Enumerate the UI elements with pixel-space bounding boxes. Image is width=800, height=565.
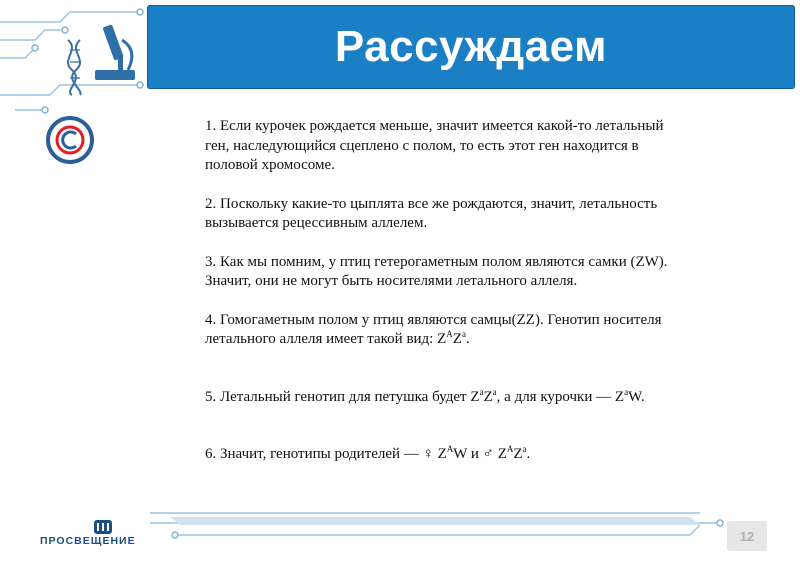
logo-badge-icon [48, 118, 92, 162]
page-number: 12 [727, 521, 767, 551]
paragraph-2: 2. Поскольку какие-то цыплята все же рождаются, значит, летальность вызывается рецессивным аллелем. [205, 195, 658, 231]
slide-title: Рассуждаем [334, 22, 608, 71]
brand-name: ПРОСВЕЩЕНИЕ [40, 535, 136, 547]
title-bar [147, 5, 795, 89]
circuit-decoration-left [0, 0, 150, 180]
brand-emblem-icon [94, 520, 112, 534]
paragraph-4: 4. Гомогаметным полом у птиц являются самцы(ZZ). Генотип носителя летального аллеля имеет такой вид: $Z^AZ^a$. [205, 311, 662, 347]
paragraph-1: 1. Если курочек рождается меньше, значит имеется какой-то летальный ген, наследующийся сцеплено с полом, то есть этот ген находится в половой хромосоме. [205, 118, 664, 173]
paragraph-5: 5. Летальный генотип для петушка будет $Z^aZ^a$, а для курочки — $Z^aW$. [205, 386, 645, 405]
paragraph-6: 6. Значит, генотипы родителей — ♀ $Z^AW$ и ♂ $Z^AZ^a$. [205, 444, 531, 462]
microscope-icon [95, 24, 135, 80]
paragraph-3: 3. Как мы помним, у птиц гетерогаметным полом являются самки (ZW). Значит, они не могут быть носителями летального аллеля. [205, 253, 668, 289]
dna-icon [68, 40, 81, 95]
slide-content [205, 117, 745, 465]
